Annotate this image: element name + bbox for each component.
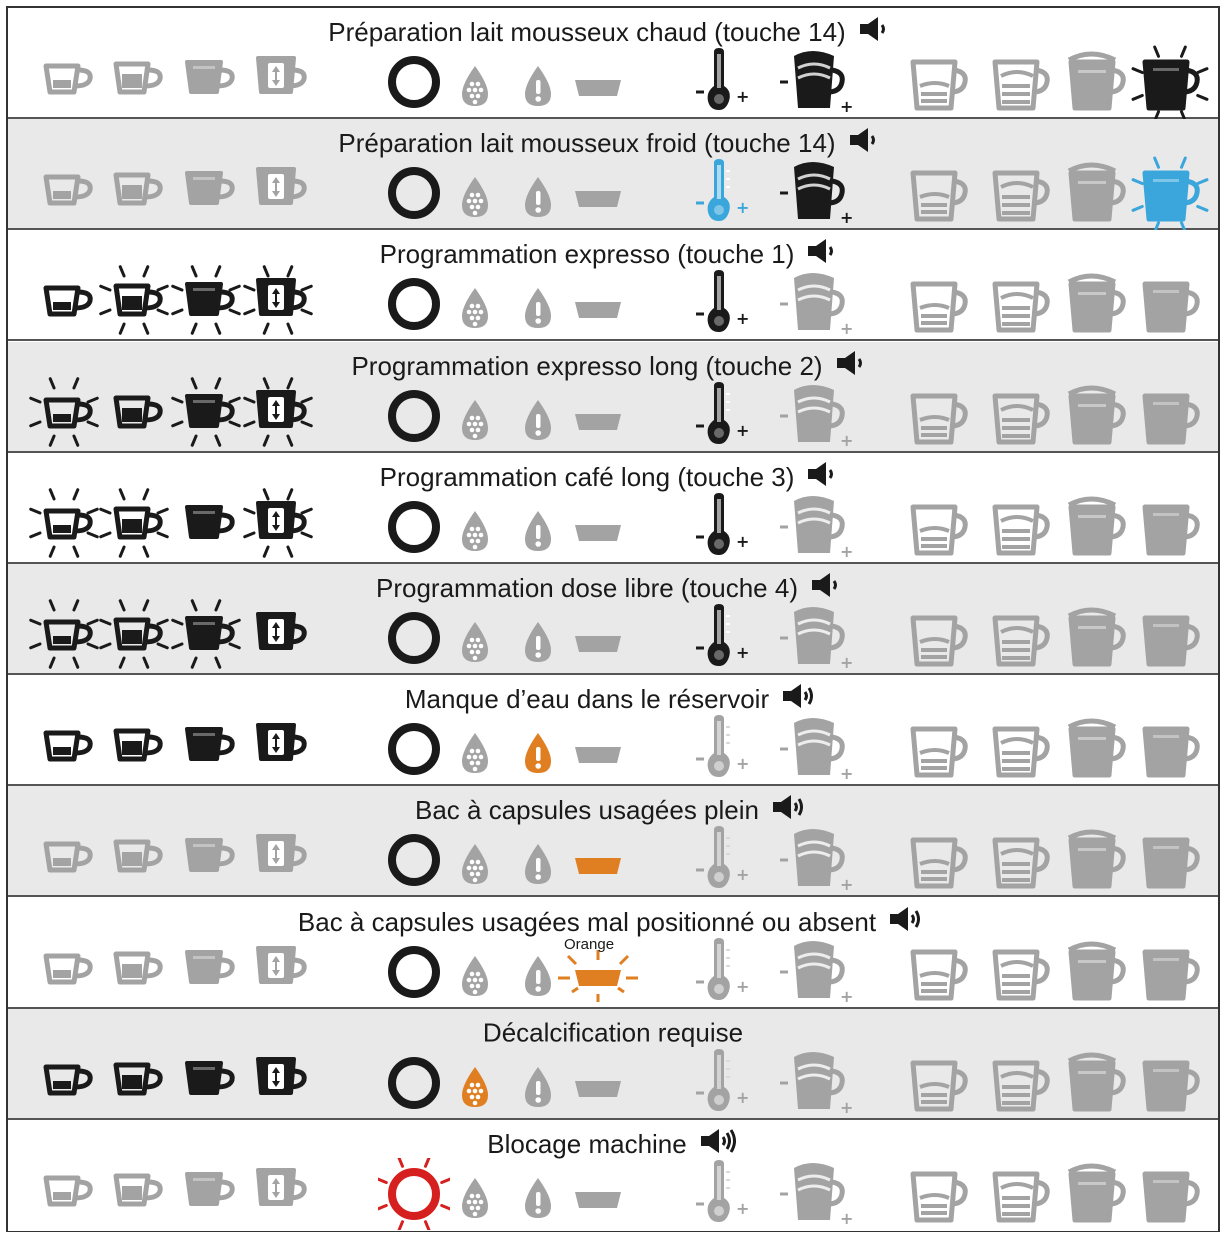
- svg-text:+: +: [736, 865, 750, 885]
- espresso-cup-icon: [26, 930, 102, 1011]
- status-row: [8, 564, 1218, 675]
- capsule-tray-icon: [558, 278, 638, 341]
- free-dose-cup-icon: [240, 374, 316, 455]
- water-tank-icon: [521, 173, 555, 224]
- status-row: [8, 1120, 1218, 1231]
- espresso-long-cup-icon: [96, 485, 172, 566]
- svg-text:+: +: [840, 764, 854, 784]
- indicator-strip: [8, 44, 1222, 119]
- milk-cup-4-icon: [1128, 264, 1212, 353]
- status-row: [8, 1009, 1218, 1120]
- descaling-drop-icon: [458, 952, 492, 1003]
- espresso-long-cup-icon: [96, 40, 172, 121]
- free-dose-cup-icon: [240, 485, 316, 566]
- row-title-text: Préparation lait mousseux froid (touche 14): [338, 128, 836, 159]
- water-tank-icon: [521, 618, 555, 669]
- milk-cup-3-icon: [1054, 1154, 1138, 1243]
- temperature-icon: [694, 602, 764, 675]
- milk-cup-1-icon: [896, 1043, 980, 1132]
- indicator-strip: [8, 934, 1222, 1009]
- descaling-drop-icon: [458, 507, 492, 558]
- long-coffee-cup-icon: [168, 1041, 244, 1122]
- milk-cup-3-icon: [1054, 42, 1138, 131]
- svg-text:+: +: [840, 875, 854, 895]
- capsule-tray-icon: [558, 501, 638, 564]
- capsule-tray-icon: [558, 1168, 638, 1231]
- temperature-icon: [694, 157, 764, 230]
- espresso-long-cup-icon: [96, 707, 172, 788]
- free-dose-cup-icon: [240, 1152, 316, 1233]
- milk-cup-2-icon: [978, 1154, 1062, 1243]
- capsule-tray-icon: [558, 723, 638, 786]
- svg-text:+: +: [736, 87, 750, 106]
- led-status-table: [6, 6, 1220, 1232]
- milk-froth-icon: [778, 826, 858, 899]
- row-title-text: Blocage machine: [487, 1129, 687, 1159]
- milk-cup-2-icon: [978, 709, 1062, 798]
- svg-text:+: +: [736, 1199, 750, 1218]
- power-ring-icon: [378, 268, 450, 345]
- svg-text:+: +: [840, 541, 854, 561]
- descaling-drop-icon: [458, 173, 492, 224]
- free-dose-cup-icon: [240, 596, 316, 677]
- row-title-text: Programmation café long (touche 3): [379, 461, 795, 492]
- milk-froth-icon: [778, 270, 858, 343]
- water-tank-icon: [521, 1063, 555, 1114]
- row-title-text: Programmation expresso long (touche 2): [351, 350, 823, 381]
- indicator-strip: [8, 266, 1222, 341]
- milk-cup-2-icon: [978, 1043, 1062, 1132]
- long-coffee-cup-icon: [168, 930, 244, 1011]
- indicator-strip: [8, 822, 1222, 897]
- capsule-tray-icon: [558, 834, 638, 897]
- espresso-cup-icon: [26, 818, 102, 899]
- water-tank-icon: [521, 840, 555, 891]
- milk-cup-1-icon: [896, 1154, 980, 1243]
- svg-text:+: +: [736, 1087, 750, 1107]
- long-coffee-cup-icon: [168, 707, 244, 788]
- status-row: [8, 453, 1218, 564]
- indicator-strip: [8, 489, 1222, 564]
- long-coffee-cup-icon: [168, 262, 244, 343]
- temperature-icon: [694, 824, 764, 897]
- milk-cup-2-icon: [978, 42, 1062, 131]
- milk-cup-2-icon: [978, 598, 1062, 687]
- power-ring-icon: [378, 1158, 450, 1235]
- temperature-icon: [694, 268, 764, 341]
- espresso-long-cup-icon: [96, 262, 172, 343]
- milk-cup-4-icon: [1128, 1043, 1212, 1132]
- svg-text:+: +: [736, 976, 750, 996]
- svg-text:+: +: [840, 653, 854, 672]
- espresso-cup-icon: [26, 374, 102, 455]
- svg-text:+: +: [736, 531, 750, 551]
- status-row: [8, 342, 1218, 453]
- status-row: [8, 8, 1218, 119]
- indicator-strip: [8, 600, 1222, 675]
- svg-text:+: +: [840, 1209, 854, 1228]
- milk-cup-3-icon: [1054, 376, 1138, 465]
- svg-text:+: +: [840, 208, 854, 228]
- espresso-long-cup-icon: [96, 151, 172, 232]
- capsule-tray-icon: [558, 56, 638, 119]
- row-title-text: Programmation expresso (touche 1): [379, 239, 795, 270]
- espresso-long-cup-icon: [96, 596, 172, 677]
- svg-text:+: +: [736, 309, 750, 329]
- capsule-tray-icon: [558, 390, 638, 453]
- indicator-strip: [8, 155, 1222, 230]
- svg-text:+: +: [736, 420, 750, 440]
- svg-text:+: +: [840, 1097, 854, 1117]
- milk-cup-3-icon: [1054, 820, 1138, 909]
- long-coffee-cup-icon: [168, 374, 244, 455]
- milk-cup-1-icon: [896, 264, 980, 353]
- descaling-drop-icon: [458, 618, 492, 669]
- milk-cup-1-icon: [896, 598, 980, 687]
- milk-froth-icon: [778, 1160, 858, 1233]
- descaling-drop-icon: [458, 284, 492, 335]
- espresso-cup-icon: [26, 485, 102, 566]
- svg-text:+: +: [736, 643, 750, 662]
- long-coffee-cup-icon: [168, 818, 244, 899]
- water-tank-icon: [521, 1174, 555, 1225]
- svg-text:+: +: [840, 986, 854, 1006]
- temperature-icon: [694, 491, 764, 564]
- long-coffee-cup-icon: [168, 485, 244, 566]
- power-ring-icon: [378, 491, 450, 568]
- milk-froth-icon: [778, 938, 858, 1011]
- svg-text:+: +: [840, 97, 854, 116]
- free-dose-cup-icon: [240, 151, 316, 232]
- power-ring-icon: [378, 380, 450, 457]
- milk-cup-3-icon: [1054, 1043, 1138, 1132]
- milk-cup-4-icon: [1128, 42, 1212, 131]
- milk-cup-1-icon: [896, 153, 980, 242]
- milk-cup-2-icon: [978, 932, 1062, 1021]
- temperature-icon: [694, 936, 764, 1009]
- milk-cup-3-icon: [1054, 487, 1138, 576]
- power-ring-icon: [378, 936, 450, 1013]
- espresso-cup-icon: [26, 262, 102, 343]
- water-tank-icon: [521, 396, 555, 447]
- milk-cup-1-icon: [896, 42, 980, 131]
- status-row: [8, 898, 1218, 1009]
- milk-cup-3-icon: [1054, 264, 1138, 353]
- water-tank-icon: [521, 952, 555, 1003]
- free-dose-cup-icon: [240, 818, 316, 899]
- descaling-drop-icon: [458, 1174, 492, 1225]
- milk-froth-icon: [778, 382, 858, 455]
- milk-cup-1-icon: [896, 820, 980, 909]
- espresso-cup-icon: [26, 151, 102, 232]
- milk-cup-3-icon: [1054, 932, 1138, 1021]
- capsule-tray-icon: [558, 1057, 638, 1120]
- power-ring-icon: [378, 46, 450, 123]
- milk-cup-4-icon: [1128, 376, 1212, 465]
- indicator-strip: [8, 711, 1222, 786]
- capsule-tray-icon: [558, 946, 638, 1009]
- svg-text:+: +: [736, 198, 750, 218]
- milk-cup-4-icon: [1128, 709, 1212, 798]
- milk-cup-3-icon: [1054, 709, 1138, 798]
- power-ring-icon: [378, 602, 450, 679]
- espresso-long-cup-icon: [96, 374, 172, 455]
- long-coffee-cup-icon: [168, 1152, 244, 1233]
- milk-cup-2-icon: [978, 153, 1062, 242]
- long-coffee-cup-icon: [168, 596, 244, 677]
- temperature-icon: [694, 1047, 764, 1120]
- descaling-drop-icon: [458, 396, 492, 447]
- milk-cup-4-icon: [1128, 598, 1212, 687]
- indicator-strip: [8, 1156, 1222, 1231]
- milk-cup-4-icon: [1128, 932, 1212, 1021]
- espresso-long-cup-icon: [96, 1041, 172, 1122]
- free-dose-cup-icon: [240, 262, 316, 343]
- temperature-icon: [694, 1158, 764, 1231]
- espresso-cup-icon: [26, 707, 102, 788]
- milk-cup-1-icon: [896, 376, 980, 465]
- espresso-long-cup-icon: [96, 818, 172, 899]
- temperature-icon: [694, 713, 764, 786]
- milk-cup-3-icon: [1054, 153, 1138, 242]
- milk-cup-1-icon: [896, 709, 980, 798]
- color-note-label: Orange: [564, 935, 615, 953]
- milk-cup-1-icon: [896, 932, 980, 1021]
- temperature-icon: [694, 380, 764, 453]
- svg-text:+: +: [840, 430, 854, 450]
- milk-cup-2-icon: [978, 264, 1062, 353]
- water-tank-icon: [521, 507, 555, 558]
- capsule-tray-icon: [558, 167, 638, 230]
- milk-froth-icon: [778, 159, 858, 232]
- milk-cup-1-icon: [896, 487, 980, 576]
- espresso-cup-icon: [26, 40, 102, 121]
- milk-cup-4-icon: [1128, 153, 1212, 242]
- milk-froth-icon: [778, 1049, 858, 1122]
- indicator-strip: [8, 1045, 1222, 1120]
- milk-cup-4-icon: [1128, 820, 1212, 909]
- long-coffee-cup-icon: [168, 40, 244, 121]
- milk-cup-4-icon: [1128, 1154, 1212, 1243]
- status-row: [8, 786, 1218, 897]
- espresso-cup-icon: [26, 1152, 102, 1233]
- free-dose-cup-icon: [240, 707, 316, 788]
- milk-froth-icon: [778, 604, 858, 677]
- row-title-text: Manque d’eau dans le réservoir: [404, 684, 770, 715]
- free-dose-cup-icon: [240, 930, 316, 1011]
- row-title-text: Décalcification requise: [482, 1017, 744, 1048]
- long-coffee-cup-icon: [168, 151, 244, 232]
- espresso-long-cup-icon: [96, 1152, 172, 1233]
- milk-froth-icon: [778, 48, 858, 121]
- descaling-drop-icon: [458, 62, 492, 113]
- power-ring-icon: [378, 157, 450, 234]
- milk-cup-3-icon: [1054, 598, 1138, 687]
- svg-text:+: +: [840, 319, 854, 339]
- espresso-long-cup-icon: [96, 930, 172, 1011]
- power-ring-icon: [378, 824, 450, 901]
- row-title-text: Préparation lait mousseux chaud (touche 14): [328, 17, 846, 47]
- free-dose-cup-icon: [240, 40, 316, 121]
- status-row: [8, 230, 1218, 341]
- capsule-tray-icon: [558, 612, 638, 675]
- indicator-strip: [8, 378, 1222, 453]
- water-tank-icon: [521, 729, 555, 780]
- descaling-drop-icon: [458, 1063, 492, 1114]
- espresso-cup-icon: [26, 596, 102, 677]
- row-title-text: Programmation dose libre (touche 4): [376, 573, 798, 603]
- espresso-cup-icon: [26, 1041, 102, 1122]
- status-row: [8, 675, 1218, 786]
- svg-text:+: +: [736, 754, 750, 774]
- power-ring-icon: [378, 713, 450, 790]
- milk-cup-2-icon: [978, 376, 1062, 465]
- row-title-text: Bac à capsules usagées mal positionné ou absent: [297, 906, 877, 937]
- milk-froth-icon: [778, 715, 858, 788]
- milk-cup-2-icon: [978, 820, 1062, 909]
- milk-froth-icon: [778, 493, 858, 566]
- descaling-drop-icon: [458, 729, 492, 780]
- temperature-icon: [694, 46, 764, 119]
- descaling-drop-icon: [458, 840, 492, 891]
- milk-cup-4-icon: [1128, 487, 1212, 576]
- water-tank-icon: [521, 62, 555, 113]
- status-row: [8, 119, 1218, 230]
- free-dose-cup-icon: [240, 1041, 316, 1122]
- row-title-text: Bac à capsules usagées plein: [414, 795, 759, 826]
- power-ring-icon: [378, 1047, 450, 1124]
- water-tank-icon: [521, 284, 555, 335]
- milk-cup-2-icon: [978, 487, 1062, 576]
